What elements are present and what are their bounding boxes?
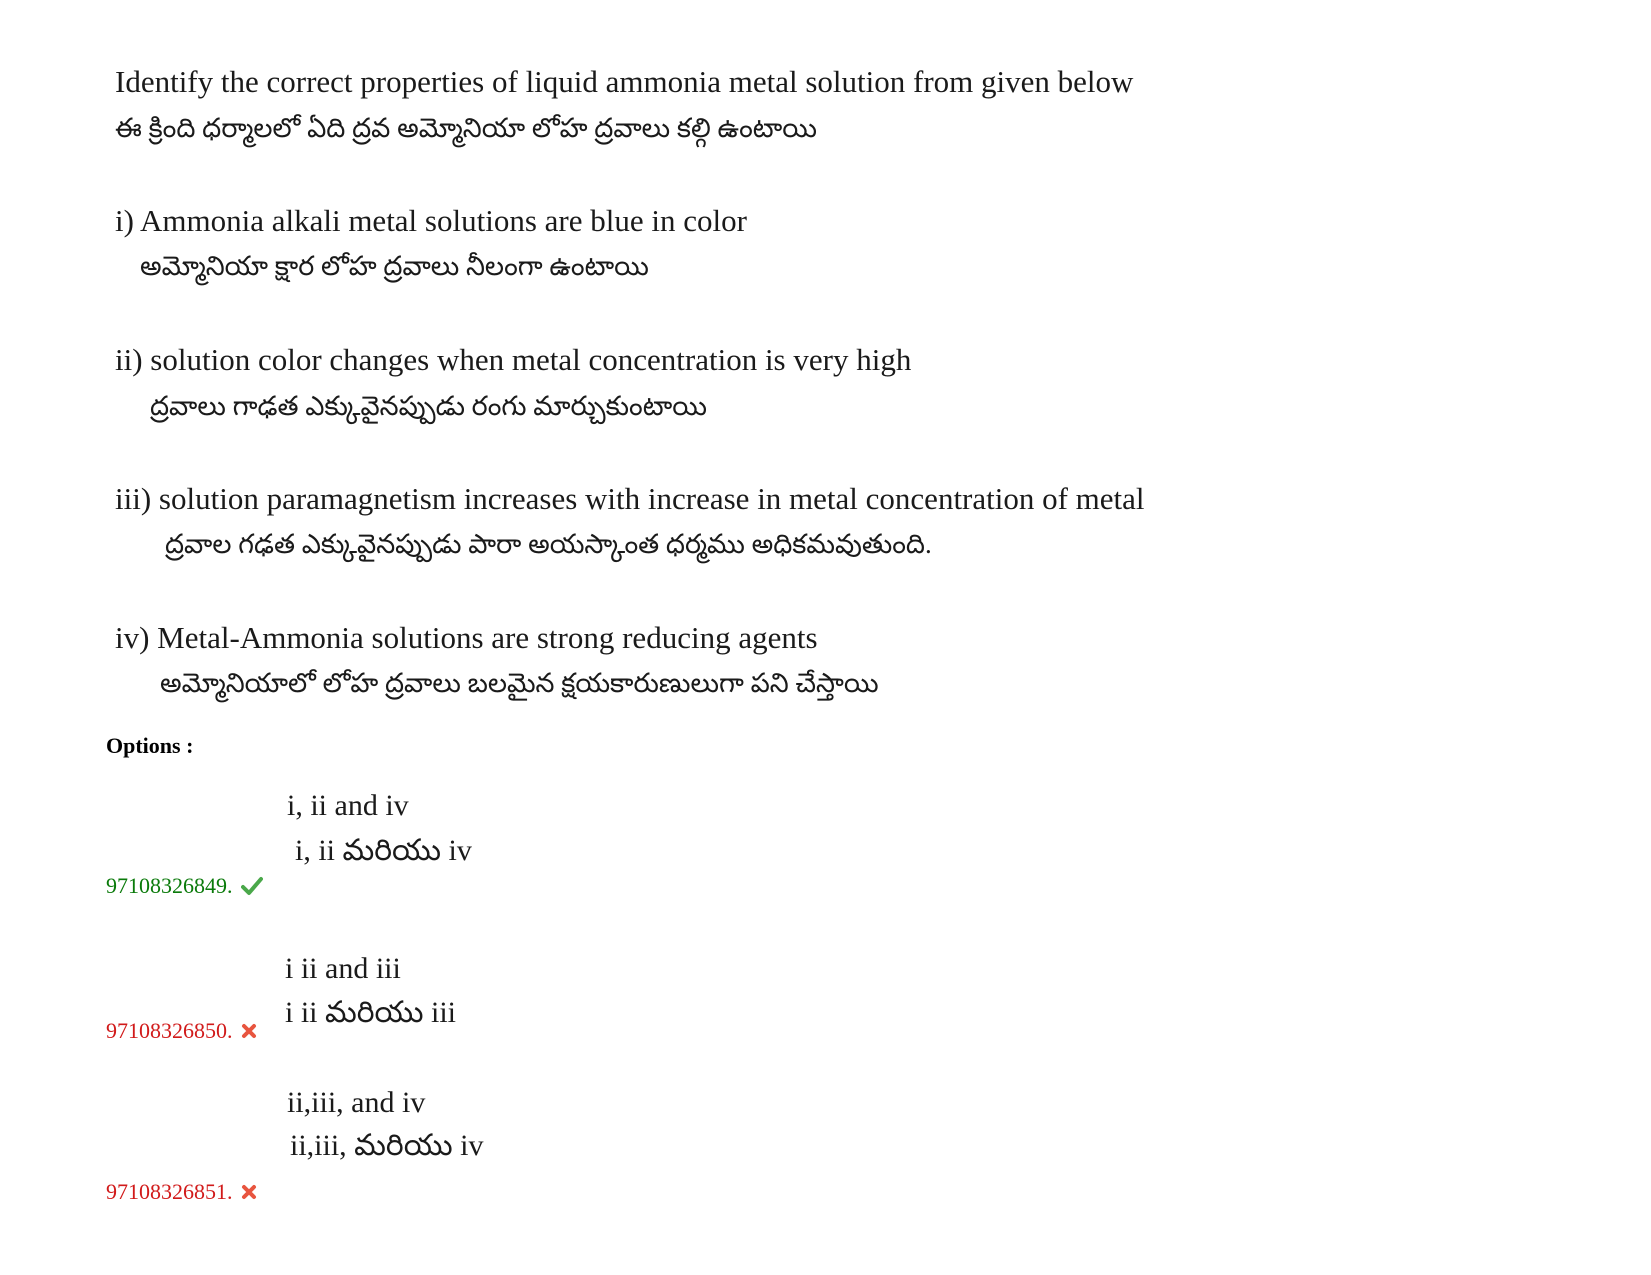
option-3-number: 97108326851. <box>106 1179 233 1204</box>
option-1-te: i, ii మరియు iv <box>295 834 472 867</box>
option-2-number: 97108326850. <box>106 1018 233 1043</box>
statement-1-en: i) Ammonia alkali metal solutions are blue in color <box>115 203 747 238</box>
statement-2-te: ద్రవాలు గాఢత ఎక్కువైనప్పుడు రంగు మార్చుకుంటాయి <box>150 391 707 421</box>
statement-3-en: iii) solution paramagnetism increases with increase in metal concentration of metal <box>115 481 1145 516</box>
option-3-id <box>106 1179 257 1205</box>
option-1-en: i, ii and iv <box>287 789 409 822</box>
option-3-te: ii,iii, మరియు iv <box>290 1129 484 1162</box>
cross-icon <box>241 1023 257 1039</box>
option-2-te: i ii మరియు iii <box>285 996 456 1029</box>
option-1-number: 97108326849. <box>106 873 233 898</box>
option-2-id <box>106 1018 257 1044</box>
statement-4-te: అమ్మోనియాలో లోహ ద్రవాలు బలమైన క్షయకారుణులుగా పని చేస్తాయి <box>160 668 879 698</box>
question-stem-en: Identify the correct properties of liquid ammonia metal solution from given below <box>115 64 1134 99</box>
option-3-en: ii,iii, and iv <box>287 1086 426 1119</box>
statement-2-en: ii) solution color changes when metal concentration is very high <box>115 342 912 377</box>
statement-3-te: ద్రవాల గఢత ఎక్కువైనప్పుడు పారా అయస్కాంత ధర్మము అధికమవుతుంది. <box>165 529 932 559</box>
statement-4-en: iv) Metal-Ammonia solutions are strong reducing agents <box>115 620 818 655</box>
statement-1-te: అమ్మోనియా క్షార లోహ ద్రవాలు నీలంగా ఉంటాయి <box>140 251 649 281</box>
cross-icon <box>241 1184 257 1200</box>
option-1-id <box>106 873 263 899</box>
options-label: Options : <box>106 733 194 758</box>
check-icon <box>241 876 263 896</box>
question-stem-te: ఈ క్రింది ధర్మాలలో ఏది ద్రవ అమ్మోనియా లోహ ద్రవాలు కల్గి ఉంటాయి <box>115 113 817 143</box>
option-2-en: i ii and iii <box>285 952 401 985</box>
